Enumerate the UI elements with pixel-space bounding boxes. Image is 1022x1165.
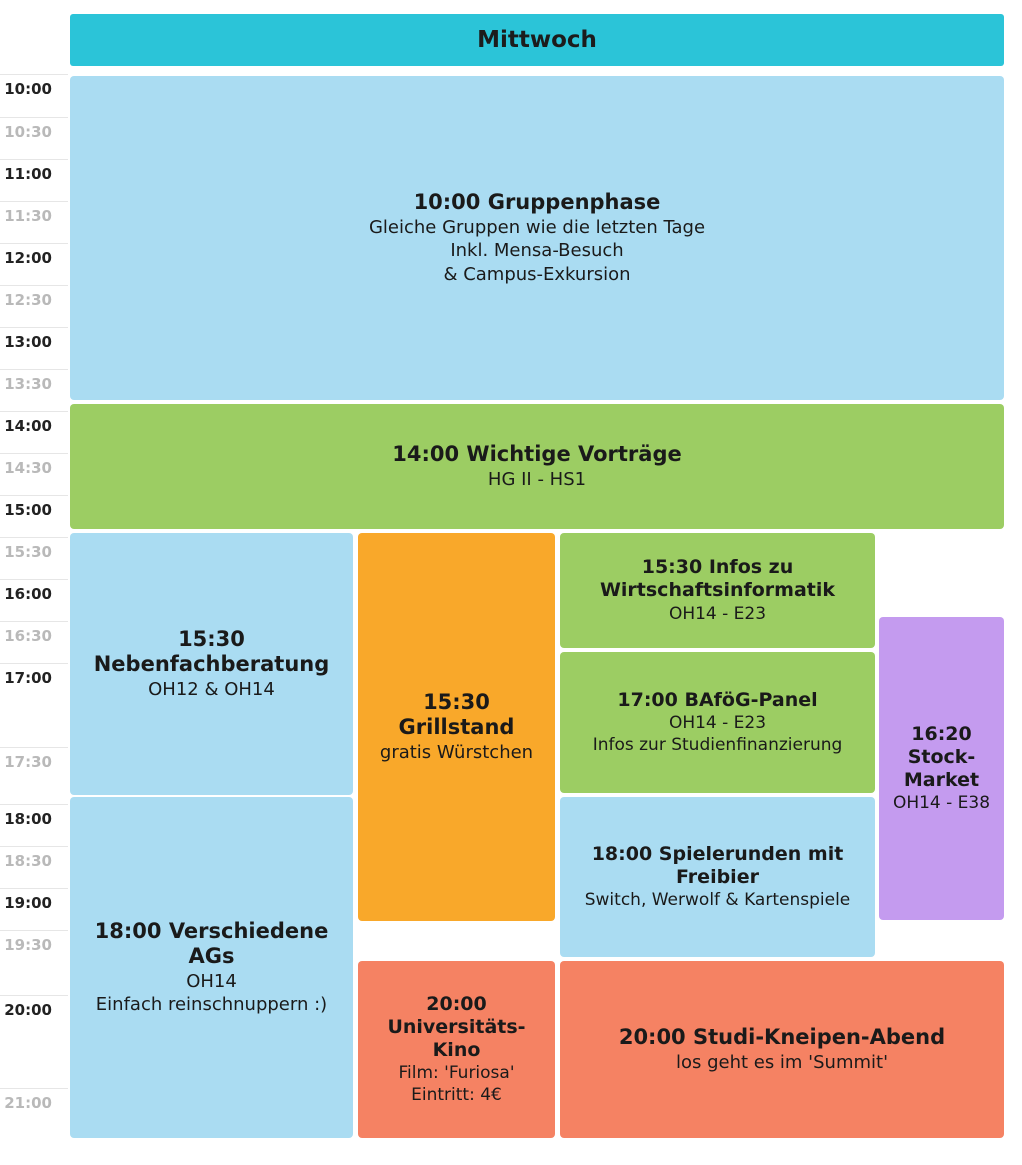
time-gridline — [0, 74, 68, 75]
time-label: 17:00 — [4, 669, 52, 687]
time-axis — [0, 0, 68, 1165]
event-wichtige-vortraege[interactable] — [70, 404, 1004, 529]
event-detail: Infos zur Studienfinanzierung — [592, 735, 843, 756]
time-label: 15:00 — [4, 501, 52, 519]
time-gridline — [0, 579, 68, 580]
event-title: 18:00 Verschiedene AGs — [94, 918, 329, 969]
event-title: 20:00 Universitäts-Kino — [387, 992, 526, 1061]
event-grillstand[interactable] — [358, 533, 555, 921]
time-gridline — [0, 846, 68, 847]
event-detail: los geht es im 'Summit' — [675, 1051, 889, 1073]
time-label: 16:00 — [4, 585, 52, 603]
time-label: 19:30 — [4, 936, 52, 954]
event-title: 20:00 Studi-Kneipen-Abend — [618, 1025, 946, 1049]
event-detail: Gleiche Gruppen wie die letzten Tage — [368, 216, 706, 238]
time-label: 21:00 — [4, 1094, 52, 1112]
time-label: 14:30 — [4, 459, 52, 477]
time-label: 13:30 — [4, 375, 52, 393]
time-gridline — [0, 663, 68, 664]
day-header-mittwoch — [70, 14, 1004, 66]
time-gridline — [0, 995, 68, 996]
time-gridline — [0, 930, 68, 931]
event-nebenfachberatung[interactable] — [70, 533, 353, 795]
event-detail: Einfach reinschnuppern :) — [95, 994, 328, 1016]
time-gridline — [0, 327, 68, 328]
event-infos-wirtschaftsinformatik[interactable] — [560, 533, 875, 648]
time-gridline — [0, 1088, 68, 1089]
event-detail: gratis Würstchen — [379, 741, 534, 763]
event-bafoeg-panel[interactable] — [560, 652, 875, 793]
time-label: 20:00 — [4, 1001, 52, 1019]
event-title: 15:30 Infos zu Wirtschaftsinformatik — [599, 556, 836, 602]
time-label: 19:00 — [4, 894, 52, 912]
event-stock-market[interactable] — [879, 617, 1004, 920]
event-detail: Inkl. Mensa-Besuch — [450, 240, 624, 262]
event-gruppenphase[interactable] — [70, 76, 1004, 400]
event-detail: & Campus-Exkursion — [443, 263, 631, 285]
event-universitaets-kino[interactable] — [358, 961, 555, 1138]
time-gridline — [0, 411, 68, 412]
event-detail: Film: 'Furiosa' — [398, 1063, 515, 1084]
event-title: 16:20 Stock-Market — [903, 722, 980, 792]
time-label: 17:30 — [4, 753, 52, 771]
time-label: 18:30 — [4, 852, 52, 870]
time-gridline — [0, 159, 68, 160]
event-verschiedene-ags[interactable] — [70, 797, 353, 1138]
time-label: 11:30 — [4, 207, 52, 225]
event-title: 15:30 Nebenfachberatung — [93, 626, 330, 677]
event-title: 14:00 Wichtige Vorträge — [392, 442, 682, 466]
time-label: 14:00 — [4, 417, 52, 435]
time-gridline — [0, 243, 68, 244]
time-gridline — [0, 117, 68, 118]
time-gridline — [0, 369, 68, 370]
time-gridline — [0, 495, 68, 496]
time-gridline — [0, 285, 68, 286]
time-gridline — [0, 804, 68, 805]
time-label: 15:30 — [4, 543, 52, 561]
time-gridline — [0, 621, 68, 622]
time-label: 11:00 — [4, 165, 52, 183]
time-label: 12:30 — [4, 291, 52, 309]
time-gridline — [0, 201, 68, 202]
time-label: 12:00 — [4, 249, 52, 267]
time-label: 10:00 — [4, 80, 52, 98]
event-detail: OH12 & OH14 — [148, 678, 275, 700]
time-label: 10:30 — [4, 123, 52, 141]
event-detail: Eintritt: 4€ — [411, 1085, 502, 1106]
time-gridline — [0, 537, 68, 538]
time-label: 16:30 — [4, 627, 52, 645]
event-detail: Switch, Werwolf & Kartenspiele — [584, 890, 851, 911]
event-title: 18:00 Spielerunden mit Freibier — [591, 842, 844, 888]
event-detail: OH14 - E23 — [668, 603, 767, 624]
time-gridline — [0, 747, 68, 748]
event-title: 17:00 BAföG-Panel — [617, 688, 818, 711]
event-detail: OH14 - E23 — [668, 712, 767, 733]
day-header-label: Mittwoch — [477, 27, 597, 53]
event-studi-kneipen-abend[interactable] — [560, 961, 1004, 1138]
time-label: 13:00 — [4, 333, 52, 351]
event-detail: HG II - HS1 — [487, 468, 587, 490]
event-detail: OH14 - E38 — [892, 793, 991, 814]
event-detail: OH14 — [186, 970, 237, 992]
event-spielerunden[interactable] — [560, 797, 875, 957]
event-title: 15:30 Grillstand — [398, 689, 515, 740]
time-gridline — [0, 888, 68, 889]
time-gridline — [0, 453, 68, 454]
event-title: 10:00 Gruppenphase — [413, 190, 661, 215]
time-label: 18:00 — [4, 810, 52, 828]
